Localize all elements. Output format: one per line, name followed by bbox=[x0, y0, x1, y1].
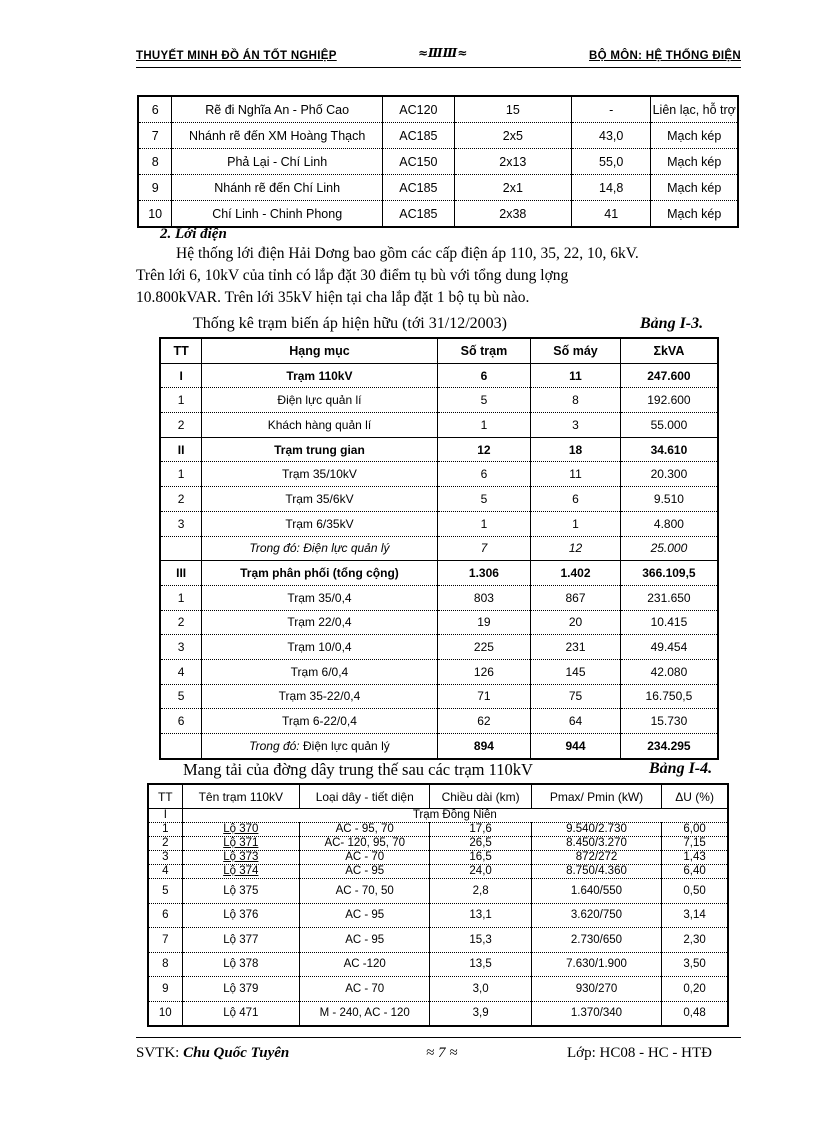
table1-cell: Mạch kép bbox=[651, 175, 738, 201]
table2-cell: Trạm 35/0,4 bbox=[202, 585, 437, 610]
table2-cell: 12 bbox=[437, 437, 531, 462]
table2-cell: 145 bbox=[531, 659, 621, 684]
table2-row bbox=[160, 388, 718, 413]
table2-cell: Trong đó: Điện lực quản lý bbox=[202, 536, 437, 561]
table2-cell: 1 bbox=[160, 388, 202, 413]
table2-cell: 15.730 bbox=[620, 709, 718, 734]
header-divider bbox=[136, 67, 741, 68]
table2-cell: 803 bbox=[437, 585, 531, 610]
table3-cell: AC- 120, 95, 70 bbox=[300, 837, 430, 851]
paragraph-line-1: Hệ thống lới điện Hải Dơng bao gồm các cấp điện áp 110, 35, 22, 10, 6kV. bbox=[176, 245, 639, 262]
table3-cell: 6,00 bbox=[662, 823, 728, 837]
table1-cell: AC185 bbox=[383, 123, 455, 149]
table3-cell: 3,9 bbox=[430, 1001, 531, 1026]
table3-cell: 8.450/3.270 bbox=[531, 837, 661, 851]
table2-cell: II bbox=[160, 437, 202, 462]
table3-cell: 7 bbox=[148, 928, 182, 953]
table2-cell: Trạm 110kV bbox=[202, 363, 437, 388]
table2-row bbox=[160, 487, 718, 512]
table2-cell: 2 bbox=[160, 487, 202, 512]
table3-cell: 9 bbox=[148, 977, 182, 1002]
table1-cell: - bbox=[571, 96, 651, 123]
table2-row bbox=[160, 462, 718, 487]
paragraph-line-3: 10.800kVAR. Trên lới 35kV hiện tại cha lắp đặt 1 bộ tụ bù nào. bbox=[136, 289, 530, 306]
footer-page-number: ≈ 7 ≈ bbox=[426, 1045, 458, 1061]
table1-cell: 2x38 bbox=[454, 201, 571, 228]
table2-cell: 2 bbox=[160, 610, 202, 635]
table2-cell: 5 bbox=[160, 684, 202, 709]
page-header bbox=[136, 46, 741, 68]
table3-cell: AC - 95, 70 bbox=[300, 823, 430, 837]
table2-row bbox=[160, 610, 718, 635]
table3-row bbox=[148, 879, 728, 904]
table3-cell: Lộ 471 bbox=[182, 1001, 299, 1026]
table2-cell: 894 bbox=[437, 734, 531, 759]
table2-cell: 867 bbox=[531, 585, 621, 610]
table3-cell: Lộ 379 bbox=[182, 977, 299, 1002]
table3-row bbox=[148, 837, 728, 851]
table2-cell: Trạm 6/35kV bbox=[202, 511, 437, 536]
table3-cell: Lộ 376 bbox=[182, 903, 299, 928]
table2-cell: 5 bbox=[437, 388, 531, 413]
table3-cell: 8.750/4.360 bbox=[531, 865, 661, 879]
table2-cell: 1.402 bbox=[531, 561, 621, 586]
table2-cell: 3 bbox=[531, 413, 621, 438]
table3-cell: Lộ 371 bbox=[182, 837, 299, 851]
table3-cell: AC - 95 bbox=[300, 903, 430, 928]
table2-cell bbox=[160, 734, 202, 759]
table1-cell: 7 bbox=[138, 123, 172, 149]
table3-row bbox=[148, 865, 728, 879]
table2-cell: 11 bbox=[531, 462, 621, 487]
table2-cell: 49.454 bbox=[620, 635, 718, 660]
table2-cell: 8 bbox=[531, 388, 621, 413]
medium-voltage-load-table bbox=[147, 783, 729, 1027]
table2-header-row bbox=[160, 338, 718, 363]
footer-divider bbox=[136, 1037, 741, 1038]
table2-cell: 3 bbox=[160, 511, 202, 536]
line-continuation-table bbox=[137, 95, 739, 228]
table2-cell: 234.295 bbox=[620, 734, 718, 759]
table1-cell: Nhánh rẽ đến Chí Linh bbox=[172, 175, 383, 201]
table3-header-row bbox=[148, 784, 728, 809]
table2-cell: Trạm 35/6kV bbox=[202, 487, 437, 512]
table2-cell: 1 bbox=[160, 462, 202, 487]
table1-row bbox=[138, 149, 738, 175]
table3-cell: AC -120 bbox=[300, 952, 430, 977]
table2-cell: 1 bbox=[437, 413, 531, 438]
table1-cell: 14,8 bbox=[571, 175, 651, 201]
table3-cell: Lộ 378 bbox=[182, 952, 299, 977]
table3-cell: 10 bbox=[148, 1001, 182, 1026]
table1-cell: AC120 bbox=[383, 96, 455, 123]
table3-group-num: I bbox=[148, 809, 182, 823]
table3-row bbox=[148, 952, 728, 977]
table2-total-prefix: Trong đó: bbox=[249, 738, 300, 753]
footer-student-name: Chu Quốc Tuyên bbox=[183, 1045, 290, 1061]
table2-row bbox=[160, 437, 718, 462]
table2-cell: 231 bbox=[531, 635, 621, 660]
table2-cell: 6 bbox=[531, 487, 621, 512]
table3-cell: 6 bbox=[148, 903, 182, 928]
table1-row bbox=[138, 96, 738, 123]
table2-row bbox=[160, 659, 718, 684]
table3-cell: 930/270 bbox=[531, 977, 661, 1002]
table2-row bbox=[160, 561, 718, 586]
table2-row bbox=[160, 734, 718, 759]
table2-cell: I bbox=[160, 363, 202, 388]
table2-cell: Trạm 22/0,4 bbox=[202, 610, 437, 635]
header-department: BỘ MÔN: HỆ THỐNG ĐIỆN bbox=[589, 50, 741, 62]
table3-cell: 2.730/650 bbox=[531, 928, 661, 953]
table2-cell: 71 bbox=[437, 684, 531, 709]
table2-cell: 3 bbox=[160, 635, 202, 660]
table3-cell: 9.540/2.730 bbox=[531, 823, 661, 837]
table3-cell: Lộ 377 bbox=[182, 928, 299, 953]
table2-cell: Khách hàng quản lí bbox=[202, 413, 437, 438]
table1-cell: Mạch kép bbox=[651, 123, 738, 149]
table3-cell: AC - 70, 50 bbox=[300, 879, 430, 904]
table2-ref: Bảng I-3. bbox=[640, 315, 704, 332]
table3-cell: 1.640/550 bbox=[531, 879, 661, 904]
table3-cell: 16,5 bbox=[430, 851, 531, 865]
table2-cell: 6 bbox=[160, 709, 202, 734]
table1-cell: 15 bbox=[454, 96, 571, 123]
table2-cell: 64 bbox=[531, 709, 621, 734]
table2-cell: 20 bbox=[531, 610, 621, 635]
table2-cell: 1 bbox=[531, 511, 621, 536]
table3-header-pmax: Pmax/ Pmin (kW) bbox=[531, 784, 661, 809]
table3-row bbox=[148, 851, 728, 865]
table3-cell: 7,15 bbox=[662, 837, 728, 851]
table3-ref: Bảng I-4. bbox=[649, 760, 713, 777]
table1-cell: Nhánh rẽ đến XM Hoàng Thạch bbox=[172, 123, 383, 149]
table2-cell: 6 bbox=[437, 363, 531, 388]
table2-row bbox=[160, 585, 718, 610]
table3-cell: 3,50 bbox=[662, 952, 728, 977]
table2-caption: Thống kê trạm biến áp hiện hữu (tới 31/12/2003) bbox=[193, 315, 507, 332]
table3-cell: 15,3 bbox=[430, 928, 531, 953]
table1-cell: 9 bbox=[138, 175, 172, 201]
table3-cell: AC - 95 bbox=[300, 865, 430, 879]
footer-student-label: SVTK: bbox=[136, 1045, 180, 1061]
table3-cell: 24,0 bbox=[430, 865, 531, 879]
table1-cell: 8 bbox=[138, 149, 172, 175]
table2-cell: 231.650 bbox=[620, 585, 718, 610]
table2-cell: 9.510 bbox=[620, 487, 718, 512]
table3-cell: 1 bbox=[148, 823, 182, 837]
table3-cell: 26,5 bbox=[430, 837, 531, 851]
table2-cell bbox=[160, 536, 202, 561]
table1-cell: Phả Lại - Chí Linh bbox=[172, 149, 383, 175]
table3-cell: 8 bbox=[148, 952, 182, 977]
table2-cell: Trạm 10/0,4 bbox=[202, 635, 437, 660]
footer-class: Lớp: HC08 - HC - HTĐ bbox=[567, 1045, 713, 1061]
table2-cell: 42.080 bbox=[620, 659, 718, 684]
table1-cell: Chí Linh - Chinh Phong bbox=[172, 201, 383, 228]
table2-cell: Trạm 6/0,4 bbox=[202, 659, 437, 684]
table3-header-wire: Loại dây - tiết diện bbox=[300, 784, 430, 809]
footer-student bbox=[136, 1045, 289, 1062]
table3-cell: AC - 95 bbox=[300, 928, 430, 953]
table3-cell: 13,5 bbox=[430, 952, 531, 977]
table2-cell: 55.000 bbox=[620, 413, 718, 438]
table2-cell: 18 bbox=[531, 437, 621, 462]
table2-header-kva: ΣkVA bbox=[620, 338, 718, 363]
table2-row bbox=[160, 511, 718, 536]
table2-cell: III bbox=[160, 561, 202, 586]
table2-cell: 126 bbox=[437, 659, 531, 684]
table1-cell: Liên lạc, hỗ trợ bbox=[651, 96, 738, 123]
table3-row bbox=[148, 977, 728, 1002]
table3-cell: Lộ 375 bbox=[182, 879, 299, 904]
substation-statistics-table bbox=[159, 337, 719, 760]
table1-cell: AC185 bbox=[383, 201, 455, 228]
table2-cell: 1 bbox=[160, 585, 202, 610]
table3-cell: 13,1 bbox=[430, 903, 531, 928]
table1-cell: 55,0 bbox=[571, 149, 651, 175]
table1-row bbox=[138, 201, 738, 228]
table3-cell: 2,8 bbox=[430, 879, 531, 904]
table3-cell: 3,14 bbox=[662, 903, 728, 928]
table3-header-station: Tên trạm 110kV bbox=[182, 784, 299, 809]
section-paragraph bbox=[136, 243, 741, 309]
table1-cell: 43,0 bbox=[571, 123, 651, 149]
table3-row bbox=[148, 903, 728, 928]
table2-cell: 6 bbox=[437, 462, 531, 487]
table2-cell: Trạm phân phối (tổng cộng) bbox=[202, 561, 437, 586]
table2-cell: Điện lực quản lí bbox=[202, 388, 437, 413]
table2-row bbox=[160, 635, 718, 660]
table2-total-label: Điện lực quản lý bbox=[299, 738, 390, 753]
table2-cell: 5 bbox=[437, 487, 531, 512]
table3-cell: 872/272 bbox=[531, 851, 661, 865]
table2-cell: 4.800 bbox=[620, 511, 718, 536]
table2-cell: 7 bbox=[437, 536, 531, 561]
table3-header-du: ΔU (%) bbox=[662, 784, 728, 809]
table1-row bbox=[138, 123, 738, 149]
table1-cell: 10 bbox=[138, 201, 172, 228]
table2-cell: 944 bbox=[531, 734, 621, 759]
table3-cell: 4 bbox=[148, 865, 182, 879]
table1-cell: Mạch kép bbox=[651, 201, 738, 228]
header-ornament: ≈ⅢⅢ≈ bbox=[418, 46, 468, 60]
table1-cell: Mạch kép bbox=[651, 149, 738, 175]
table3-cell: 0,48 bbox=[662, 1001, 728, 1026]
table3-row bbox=[148, 1001, 728, 1026]
table3-row bbox=[148, 823, 728, 837]
table1-cell: 2x5 bbox=[454, 123, 571, 149]
table3-caption: Mang tải của đờng dây trung thế sau các trạm 110kV bbox=[183, 760, 533, 779]
table1-cell: 6 bbox=[138, 96, 172, 123]
table3-cell: 7.630/1.900 bbox=[531, 952, 661, 977]
table2-cell bbox=[202, 734, 437, 759]
table2-cell: 16.750,5 bbox=[620, 684, 718, 709]
table2-header-item: Hạng mục bbox=[202, 338, 437, 363]
table3-cell: 6,40 bbox=[662, 865, 728, 879]
table3-cell: 17,6 bbox=[430, 823, 531, 837]
table2-cell: 4 bbox=[160, 659, 202, 684]
table1-cell: AC185 bbox=[383, 175, 455, 201]
table1-cell: Rẽ đi Nghĩa An - Phố Cao bbox=[172, 96, 383, 123]
table3-cell: 1.370/340 bbox=[531, 1001, 661, 1026]
table3-cell: 3 bbox=[148, 851, 182, 865]
table2-cell: 20.300 bbox=[620, 462, 718, 487]
table2-header-stations: Số trạm bbox=[437, 338, 531, 363]
table2-cell: Trạm 35-22/0,4 bbox=[202, 684, 437, 709]
table1-cell: 41 bbox=[571, 201, 651, 228]
table3-cell: 1,43 bbox=[662, 851, 728, 865]
table2-header-tt: TT bbox=[160, 338, 202, 363]
table3-header-tt: TT bbox=[148, 784, 182, 809]
table2-row bbox=[160, 413, 718, 438]
table3-cell: 2 bbox=[148, 837, 182, 851]
table2-cell: 247.600 bbox=[620, 363, 718, 388]
table3-group-row bbox=[148, 809, 728, 823]
table3-header-length: Chiều dài (km) bbox=[430, 784, 531, 809]
table3-cell: Lộ 374 bbox=[182, 865, 299, 879]
table2-header-machines: Số máy bbox=[531, 338, 621, 363]
table1-row bbox=[138, 175, 738, 201]
table2-row bbox=[160, 709, 718, 734]
header-title: THUYẾT MINH ĐỒ ÁN TỐT NGHIỆP bbox=[136, 50, 337, 62]
table2-row bbox=[160, 684, 718, 709]
table1-cell: AC150 bbox=[383, 149, 455, 175]
table3-cell: 5 bbox=[148, 879, 182, 904]
table2-cell: 62 bbox=[437, 709, 531, 734]
table1-cell: 2x13 bbox=[454, 149, 571, 175]
table3-cell: 3.620/750 bbox=[531, 903, 661, 928]
table2-row bbox=[160, 536, 718, 561]
paragraph-line-2: Trên lới 6, 10kV của tỉnh có lắp đặt 30 điểm tụ bù với tổng dung lợng bbox=[136, 267, 569, 284]
table3-row bbox=[148, 928, 728, 953]
table2-cell: 1 bbox=[437, 511, 531, 536]
table2-cell: 34.610 bbox=[620, 437, 718, 462]
table3-group-name: Trạm Đồng Niên bbox=[182, 809, 728, 823]
table2-cell: 366.109,5 bbox=[620, 561, 718, 586]
table2-cell: 75 bbox=[531, 684, 621, 709]
table3-cell: 2,30 bbox=[662, 928, 728, 953]
table2-cell: 19 bbox=[437, 610, 531, 635]
table3-cell: 3,0 bbox=[430, 977, 531, 1002]
section-title: 2. Lới điện bbox=[160, 226, 227, 242]
table2-cell: 25.000 bbox=[620, 536, 718, 561]
table2-cell: Trạm 6-22/0,4 bbox=[202, 709, 437, 734]
table2-cell: Trạm 35/10kV bbox=[202, 462, 437, 487]
table3-cell: 0,50 bbox=[662, 879, 728, 904]
table2-cell: 192.600 bbox=[620, 388, 718, 413]
table2-cell: 11 bbox=[531, 363, 621, 388]
table3-cell: Lộ 370 bbox=[182, 823, 299, 837]
table2-cell: 12 bbox=[531, 536, 621, 561]
table2-row bbox=[160, 363, 718, 388]
table3-cell: AC - 70 bbox=[300, 977, 430, 1002]
table3-cell: 0,20 bbox=[662, 977, 728, 1002]
table2-cell: 10.415 bbox=[620, 610, 718, 635]
table2-cell: 225 bbox=[437, 635, 531, 660]
table1-cell: 2x1 bbox=[454, 175, 571, 201]
table3-cell: M - 240, AC - 120 bbox=[300, 1001, 430, 1026]
table2-cell: Trạm trung gian bbox=[202, 437, 437, 462]
table2-cell: 1.306 bbox=[437, 561, 531, 586]
table2-cell: 2 bbox=[160, 413, 202, 438]
table3-cell: AC - 70 bbox=[300, 851, 430, 865]
table3-cell: Lộ 373 bbox=[182, 851, 299, 865]
